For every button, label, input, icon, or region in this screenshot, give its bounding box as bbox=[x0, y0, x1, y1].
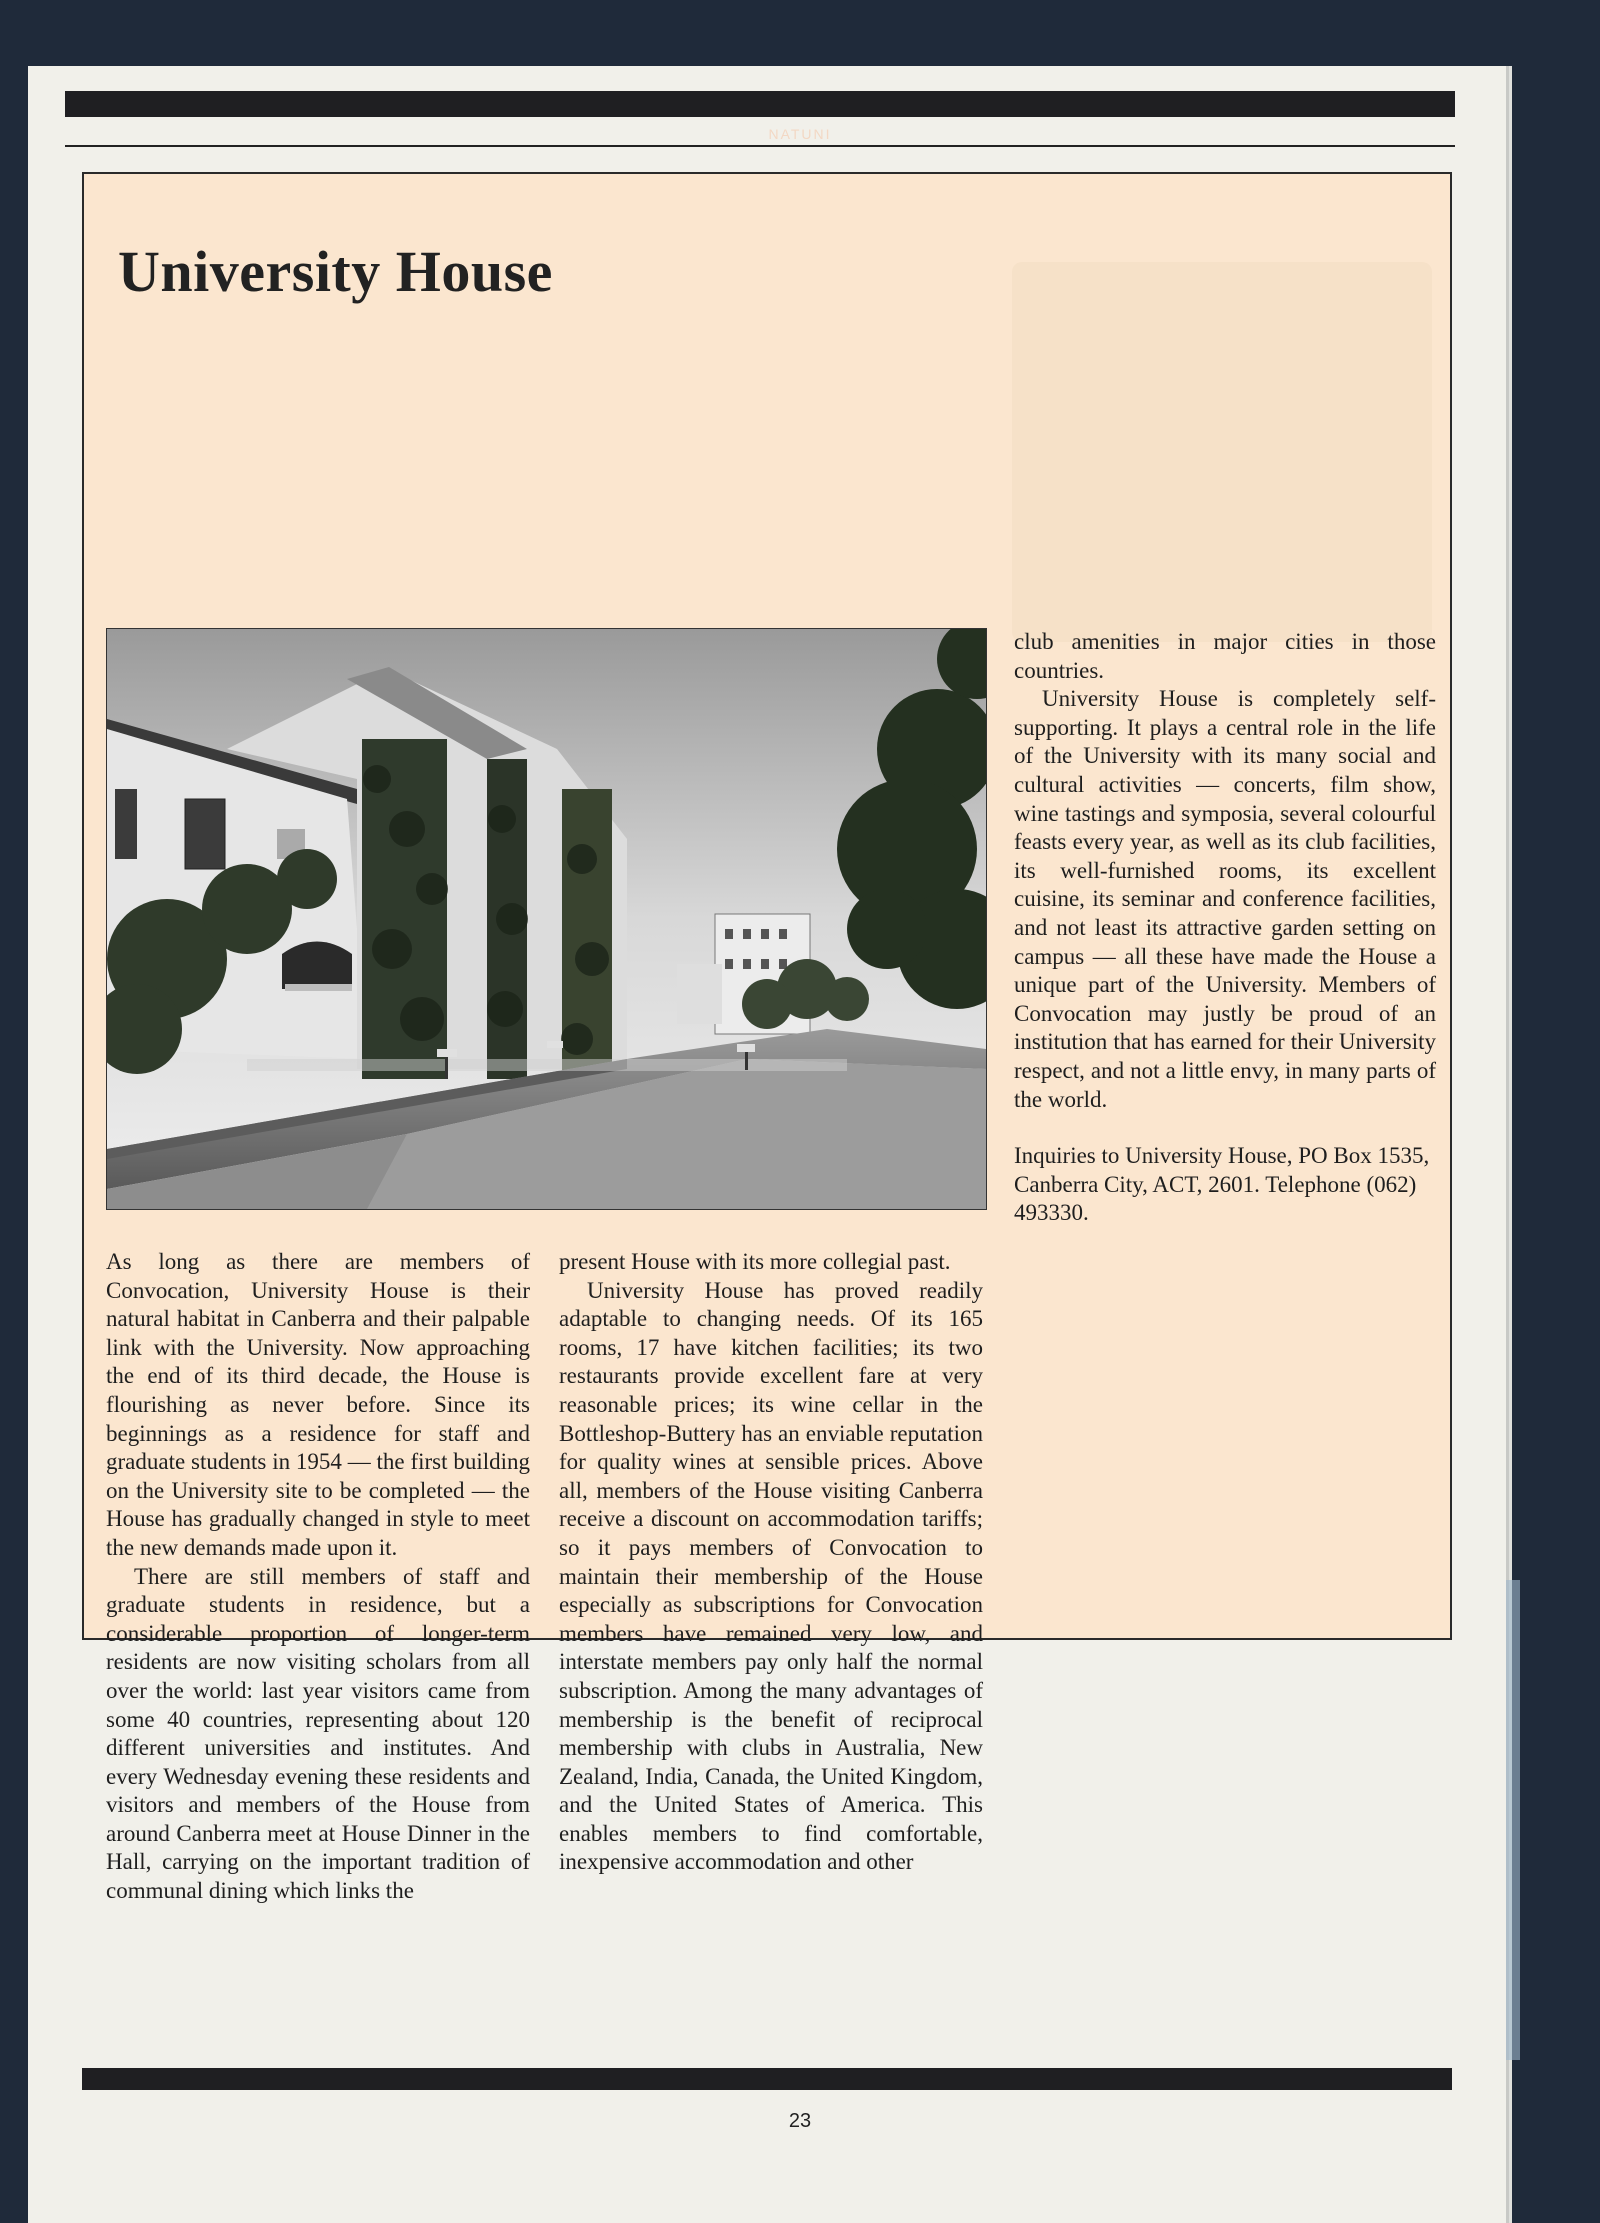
inquiries-text: Inquiries to University House, PO Box 1535, Canberra City, ACT, 2601. Telephone (062) 493330. bbox=[1014, 1143, 1430, 1226]
top-bar bbox=[65, 91, 1455, 117]
paragraph: There are still members of staff and graduate students in residence, but a considerable proportion of longer-term residents are now visiting scholars from all over the world: last year visitors came from some 40 countries, representing about 120 different universities and institutes. And every Wednesday evening these residents and visitors and members of the House from around Canberra meet at House Dinner in the Hall, carrying on the important tradition of communal dining which links the bbox=[106, 1563, 530, 1904]
paragraph: present House with its more collegial past. bbox=[559, 1249, 951, 1274]
page-number: 23 bbox=[788, 2110, 812, 2132]
article-title: University House bbox=[118, 239, 553, 304]
article-column-1 bbox=[106, 1248, 530, 1906]
page-edge bbox=[1506, 1580, 1520, 2060]
header-rule bbox=[65, 145, 1455, 147]
paragraph: club amenities in major cities in those countries. bbox=[1014, 629, 1436, 683]
paragraph: University House has proved readily adaptable to changing needs. Of its 165 rooms, 17 have kitchen facilities; its two restaurants provide excellent fare at very reasonable prices; its wine cellar in the Bottleshop-Buttery has an enviable reputation for quality wines at sensible prices. Above all, members of the House visiting Canberra receive a discount on accommodation tariffs; so it pays members of Convocation to maintain their membership of the House especially as subscriptions for Convocation members have remained very low, and interstate members pay only half the normal subscription. Among the many advantages of membership is the benefit of reciprocal membership with clubs in Australia, New Zealand, India, Canada, the United Kingdom, and the United States of America. This enables members to find comfortable, inexpensive accommodation and other bbox=[559, 1277, 983, 1875]
university-house-photo bbox=[106, 628, 987, 1210]
show-through-shadow bbox=[1012, 262, 1432, 642]
article-column-3 bbox=[1014, 628, 1436, 1228]
paragraph: As long as there are members of Convocation, University House is their natural habitat in Canberra and their palpable link with the University. Now approaching the end of its third decade, the House is flourishing as never before. Since its beginnings as a residence for staff and graduate students in 1954 — the first building on the University site to be completed — the House has gradually changed in style to meet the new demands made upon it. bbox=[106, 1249, 530, 1560]
paragraph: University House is completely self-supporting. It plays a central role in the life of the University with its many social and cultural activities — concerts, film show, wine tastings and symposia, several colourful feasts every year, as well as its club facilities, its well-furnished rooms, its excellent cuisine, its seminar and conference facilities, and not least its attractive garden setting on campus — all these have made the House a unique part of the University. Members of Convocation may justly be proud of an institution that has earned for their University respect, and not a little envy, in many parts of the world. bbox=[1014, 686, 1436, 1112]
masthead-text: NATUNI bbox=[768, 126, 832, 142]
article-column-2 bbox=[559, 1248, 983, 1877]
bottom-bar bbox=[82, 2068, 1452, 2090]
